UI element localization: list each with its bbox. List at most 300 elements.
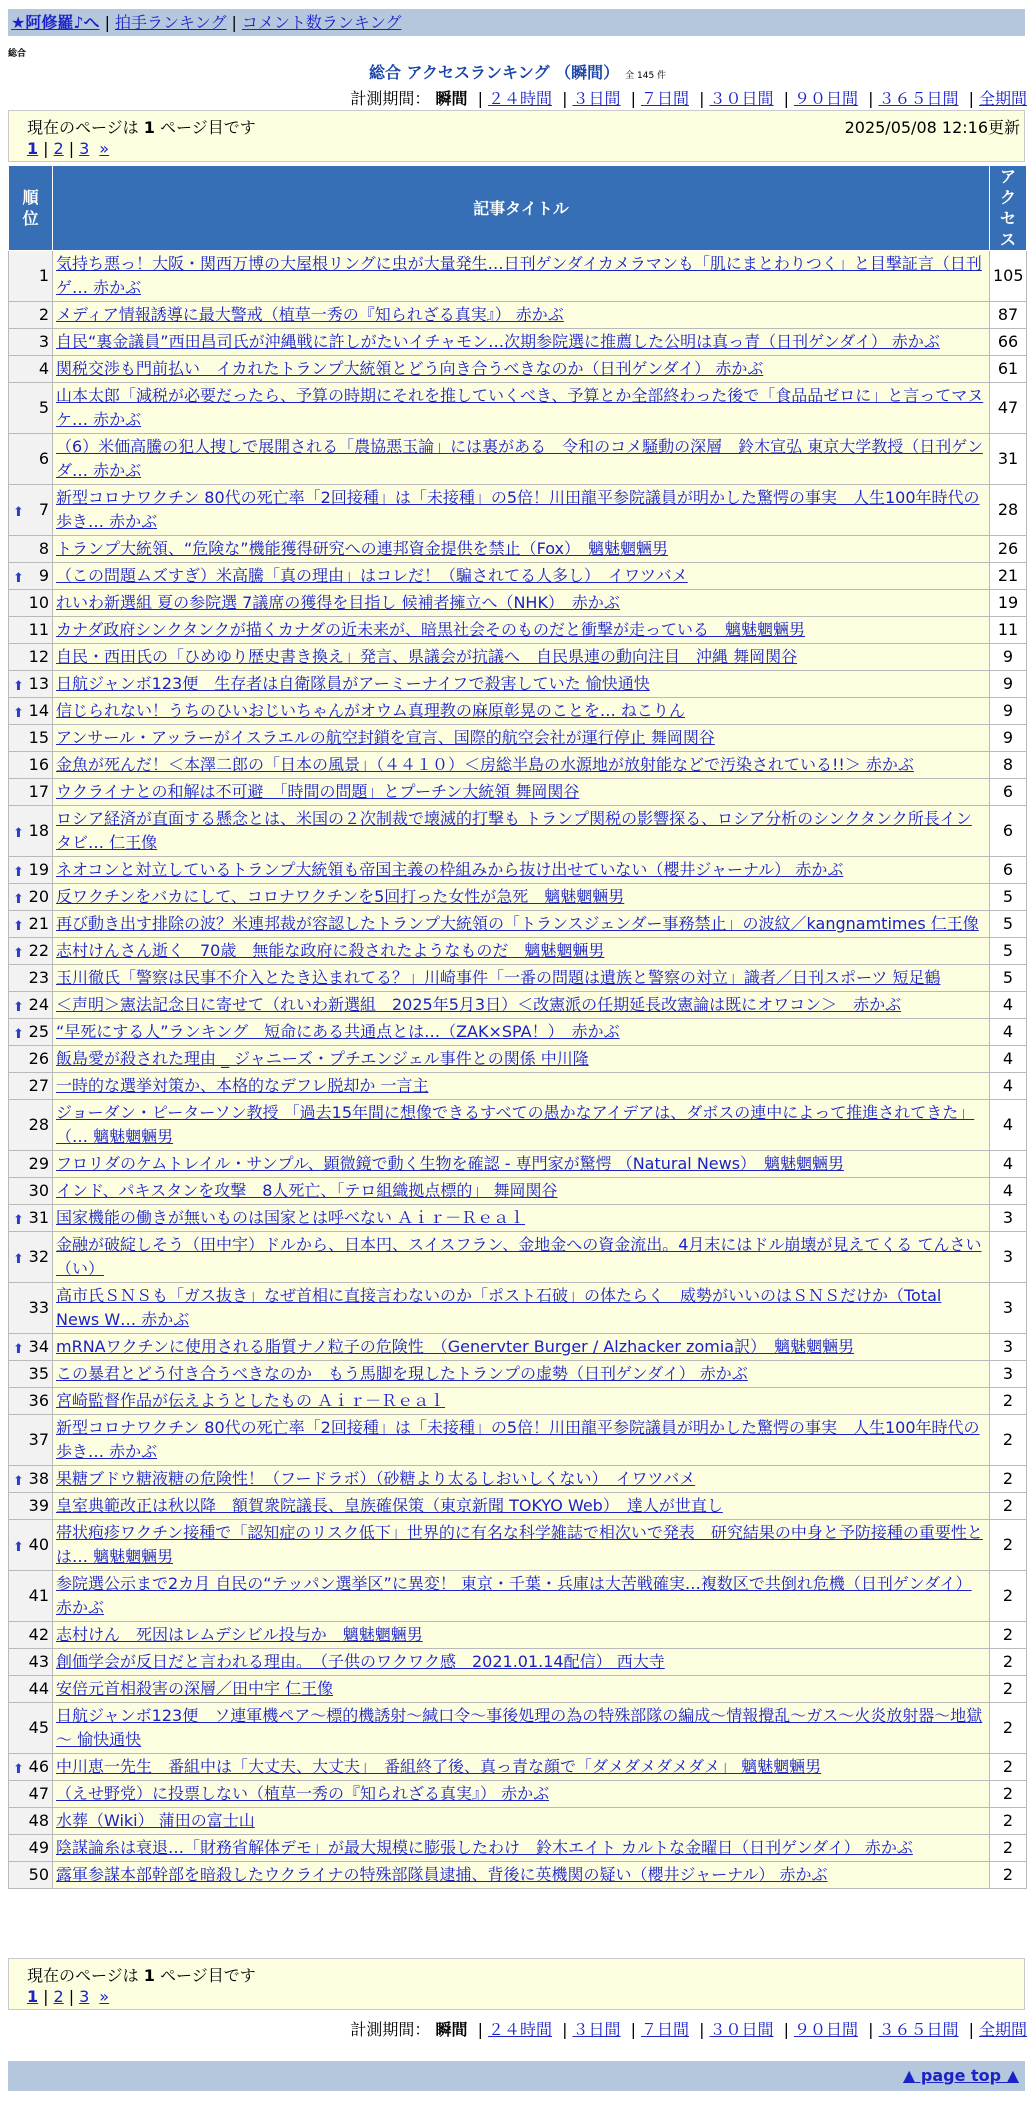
period-selector-bottom: 計測期間： 瞬間 | ２４時間 | ３日間 | ７日間 | ３０日間 | ９０日間 | ３６５日間 | 全期間 (350, 2020, 1027, 2039)
rank-cell (9, 1415, 53, 1466)
article-title-link[interactable]: 中川恵一先生 番組中は「大丈夫、大丈夫」 番組終了後、真っ青な顔で「ダメダメダメダメ」 魑魅魍魎男 (56, 1757, 822, 1776)
access-count: 2 (990, 1862, 1027, 1889)
title-cell (53, 329, 990, 356)
table-row (9, 884, 1027, 911)
rank-cell (9, 1808, 53, 1835)
access-count: 2 (990, 1415, 1027, 1466)
table-row (9, 1622, 1027, 1649)
access-count: 2 (990, 1754, 1027, 1781)
footer-bar (8, 2061, 1025, 2091)
rank-cell (9, 1622, 53, 1649)
access-count: 87 (990, 302, 1027, 329)
article-title-link[interactable]: 自民“裏金議員”西田昌司氏が沖縄戦に許しがたいイチャモン…次期参院選に推薦した公明は真っ青（日刊ゲンダイ） 赤かぶ (56, 332, 940, 351)
article-title-link[interactable]: 新型コロナワクチン 80代の死亡率「2回接種」は「未接種」の5倍！川田龍平参院議員が明かした驚愕の事実 人生100年時代の歩き… 赤かぶ (56, 1418, 980, 1461)
page-info-top (8, 110, 1025, 162)
article-title-link[interactable]: 参院選公示まで2カ月 自民の“テッパン選挙区”に異変！ 東京・千葉・兵庫は大苦戦確実…複数区で共倒れ危機（日刊ゲンダイ） 赤かぶ (56, 1574, 972, 1617)
title-cell (53, 698, 990, 725)
table-row (9, 1649, 1027, 1676)
rank-cell (9, 938, 53, 965)
article-title-link[interactable]: ＜声明＞憲法記念日に寄せて（れいわ新選組 2025年5月3日）＜改憲派の任期延長改憲論は既にオワコン＞ 赤かぶ (56, 995, 902, 1014)
rank-number: 15 (28, 728, 49, 747)
rank-number: 22 (28, 941, 49, 960)
title-cell (53, 302, 990, 329)
access-count: 4 (990, 992, 1027, 1019)
rank-cell (9, 1493, 53, 1520)
rank-up-arrow-icon: ⬆ (13, 919, 24, 934)
article-title-link[interactable]: トランプ大統領、“危険な”機能獲得研究への連邦資金提供を禁止（Fox） 魑魅魍魎男 (56, 539, 668, 558)
rank-up-arrow-icon: ⬆ (13, 826, 24, 841)
article-title-link[interactable]: ネオコンと対立しているトランプ大統領も帝国主義の枠組みから抜け出せていない（櫻井ジャーナル） 赤かぶ (56, 860, 844, 879)
access-count: 19 (990, 590, 1027, 617)
article-title-link[interactable]: 宮崎監督作品が伝えようとしたもの Ａｉｒ－Ｒｅａｌ (56, 1391, 446, 1410)
ranking-title (0, 60, 1035, 83)
title-cell (53, 911, 990, 938)
period-24h-link[interactable]: ２４時間 (487, 89, 552, 108)
rank-cell (9, 1178, 53, 1205)
col-access-header: アクセス (990, 166, 1027, 251)
page-3-link[interactable]: 3 (79, 1987, 90, 2006)
rank-cell (9, 434, 53, 485)
table-row (9, 938, 1027, 965)
rank-cell (9, 1100, 53, 1151)
title-cell (53, 1622, 990, 1649)
pagination-top: 1 | 2 | 3 » (27, 139, 110, 158)
rank-number: 14 (28, 701, 49, 720)
rank-up-arrow-icon: ⬆ (13, 1213, 24, 1228)
access-count: 6 (990, 806, 1027, 857)
table-row (9, 302, 1027, 329)
rank-number: 29 (28, 1154, 49, 1173)
article-title-link[interactable]: 国家機能の働きが無いものは国家とは呼べない Ａｉｒ－Ｒｅａｌ (56, 1208, 526, 1227)
title-cell (53, 1754, 990, 1781)
period-365d-link[interactable]: ３６５日間 (878, 2020, 959, 2039)
ranking-title-text: 総合 アクセスランキング （瞬間） (368, 63, 620, 82)
table-row (9, 1754, 1027, 1781)
rank-cell (9, 1205, 53, 1232)
rank-cell (9, 1862, 53, 1889)
article-title-link[interactable]: 再び動き出す排除の波？米連邦裁が容認したトランプ大統領の「トランスジェンダー事務禁止」の波紋／kangnamtimes 仁王像 (56, 914, 979, 933)
period-365d-link[interactable]: ３６５日間 (878, 89, 959, 108)
rank-up-arrow-icon: ⬆ (13, 1027, 24, 1042)
article-title-link[interactable]: 志村けんさん逝く 70歳 無能な政府に殺されたようなものだ 魑魅魍魎男 (56, 941, 605, 960)
table-row (9, 1073, 1027, 1100)
rank-up-arrow-icon: ⬆ (13, 706, 24, 721)
page-top-link[interactable]: ▲ page top ▲ (903, 2066, 1019, 2085)
article-title-link[interactable]: ウクライナとの和解は不可避 「時間の問題」とプーチン大統領 舞岡関谷 (56, 782, 580, 801)
rank-cell (9, 1334, 53, 1361)
rank-number: 25 (28, 1022, 49, 1041)
article-title-link[interactable]: フロリダのケムトレイル・サンプル、顕微鏡で動く生物を確認 - 専門家が驚愕 （Natural News） 魑魅魍魎男 (56, 1154, 845, 1173)
article-title-link[interactable]: 新型コロナワクチン 80代の死亡率「2回接種」は「未接種」の5倍！川田龍平参院議員が明かした驚愕の事実 人生100年時代の歩き… 赤かぶ (56, 488, 980, 531)
table-row (9, 1703, 1027, 1754)
rank-cell (9, 725, 53, 752)
rank-number: 23 (28, 968, 49, 987)
table-row (9, 1808, 1027, 1835)
table-row (9, 1466, 1027, 1493)
rank-cell (9, 1571, 53, 1622)
article-title-link[interactable]: カナダ政府シンクタンクが描くカナダの近未来が、暗黒社会そのものだと衝撃が走っている 魑魅魍魎男 (56, 620, 806, 639)
article-title-link[interactable]: 安倍元首相殺害の深層／田中宇 仁王像 (56, 1679, 334, 1698)
rank-cell (9, 1676, 53, 1703)
table-row (9, 752, 1027, 779)
rank-number: 46 (28, 1757, 49, 1776)
rank-cell (9, 1754, 53, 1781)
ranking-table (8, 165, 1027, 1889)
table-row (9, 1334, 1027, 1361)
table-row (9, 1781, 1027, 1808)
period-3d-link[interactable]: ３日間 (572, 89, 621, 108)
article-title-link[interactable]: 水葬（Wiki） 蒲田の富士山 (56, 1811, 255, 1830)
access-count: 2 (990, 1781, 1027, 1808)
title-cell (53, 992, 990, 1019)
access-count: 3 (990, 1361, 1027, 1388)
table-row (9, 1151, 1027, 1178)
access-count: 21 (990, 563, 1027, 590)
title-cell (53, 1493, 990, 1520)
access-count: 4 (990, 1019, 1027, 1046)
page-2-link[interactable]: 2 (53, 139, 64, 158)
title-cell (53, 590, 990, 617)
rank-cell (9, 752, 53, 779)
table-row (9, 644, 1027, 671)
table-row (9, 779, 1027, 806)
title-cell (53, 1388, 990, 1415)
table-row (9, 536, 1027, 563)
comment-ranking-link[interactable]: コメント数ランキング (241, 13, 402, 32)
rank-cell (9, 779, 53, 806)
article-title-link[interactable]: 自民・西田氏の「ひめゆり歴史書き換え」発言、県議会が抗議へ 自民県連の動向注目 沖縄 舞岡関谷 (56, 647, 798, 666)
rank-number: 17 (28, 782, 49, 801)
rank-cell (9, 1232, 53, 1283)
table-row (9, 992, 1027, 1019)
asyura-home-link[interactable]: ★阿修羅♪へ (11, 13, 100, 32)
access-count: 5 (990, 938, 1027, 965)
article-title-link[interactable]: 信じられない！うちのひいおじいちゃんがオウム真理教の麻原彰晃のことを… ねこりん (56, 701, 685, 720)
table-row (9, 911, 1027, 938)
title-cell (53, 1100, 990, 1151)
title-cell (53, 1073, 990, 1100)
separator: | (231, 13, 237, 32)
table-row (9, 1232, 1027, 1283)
article-title-link[interactable]: （6）米価高騰の犯人捜しで展開される「農協悪玉論」には裏がある 令和のコメ騒動の深層 鈴木宣弘 東京大学教授（日刊ゲンダ… 赤かぶ (56, 437, 983, 480)
article-title-link[interactable]: 金融が破綻しそう（田中宇）ドルから、日本円、スイスフラン、金地金への資金流出。4月末にはドル崩壊が見えてくる てんさい（い） (56, 1235, 982, 1278)
access-count: 105 (990, 251, 1027, 302)
table-row (9, 1571, 1027, 1622)
article-title-link[interactable]: “早死にする人”ランキング 短命にある共通点とは…（ZAK×SPA！） 赤かぶ (56, 1022, 620, 1041)
title-cell (53, 965, 990, 992)
rank-number: 49 (28, 1838, 49, 1857)
table-row (9, 1283, 1027, 1334)
period-30d-link[interactable]: ３０日間 (709, 2020, 774, 2039)
page-1-link[interactable]: 1 (27, 1987, 39, 2006)
article-title-link[interactable]: 山本太郎「減税が必要だったら、予算の時期にそれを推していくべき、予算とか全部終わった後で「食品品ゼロに」と言ってマヌケ… 赤かぶ (56, 386, 984, 429)
article-title-link[interactable]: 金魚が死んだ！＜本澤二郎の「日本の風景」（４４１０）＜房総半島の水源地が放射能などで汚染されている!!＞ 赤かぶ (56, 755, 914, 774)
rank-number: 20 (28, 887, 49, 906)
access-count: 2 (990, 1676, 1027, 1703)
rank-number: 11 (28, 620, 49, 639)
page-info-bottom (8, 1958, 1025, 2010)
rank-cell (9, 911, 53, 938)
table-row (9, 356, 1027, 383)
article-title-link[interactable]: 日航ジャンボ123便 ソ連軍機ペア～標的機誘射～緘口令～事後処理の為の特殊部隊の編成～情報攪乱～ガス～火炎放射器～地獄～ 愉快通快 (56, 1706, 983, 1749)
period-24h-link[interactable]: ２４時間 (487, 2020, 552, 2039)
article-title-link[interactable]: mRNAワクチンに使用される脂質ナノ粒子の危険性 （Genervter Burger / Alzhacker zomia訳） 魑魅魍魎男 (56, 1337, 855, 1356)
rank-number: 30 (28, 1181, 49, 1200)
access-count: 9 (990, 644, 1027, 671)
rank-cell (9, 1466, 53, 1493)
access-count: 3 (990, 1334, 1027, 1361)
title-cell (53, 857, 990, 884)
article-title-link[interactable]: 皇室典範改正は秋以降 額賀衆院議長、皇族確保策（東京新聞 TOKYO Web） 達人が世直し (56, 1496, 723, 1515)
article-title-link[interactable]: メディア情報誘導に最大警戒（植草一秀の『知られざる真実』） 赤かぶ (56, 305, 564, 324)
rank-cell (9, 884, 53, 911)
title-cell (53, 1232, 990, 1283)
article-title-link[interactable]: 高市氏ＳＮＳも「ガス抜き」なぜ首相に直接言わないのか「ポスト石破」の体たらく 威勢がいいのはＳＮＳだけか（Total News W… 赤かぶ (56, 1286, 942, 1329)
access-count: 31 (990, 434, 1027, 485)
table-header-row (9, 166, 1027, 251)
title-cell (53, 1862, 990, 1889)
rank-cell (9, 1703, 53, 1754)
rank-cell (9, 965, 53, 992)
table-row (9, 1415, 1027, 1466)
rank-number: 42 (28, 1625, 49, 1644)
page-1-link[interactable]: 1 (27, 139, 39, 158)
access-count: 4 (990, 1100, 1027, 1151)
table-row (9, 1100, 1027, 1151)
title-cell (53, 1649, 990, 1676)
access-count: 2 (990, 1520, 1027, 1571)
title-cell (53, 536, 990, 563)
rank-number: 47 (28, 1784, 49, 1803)
table-row (9, 485, 1027, 536)
rank-cell (9, 485, 53, 536)
title-cell (53, 806, 990, 857)
period-all-link[interactable]: 全期間 (978, 2020, 1027, 2039)
article-title-link[interactable]: 反ワクチンをバカにして、コロナワクチンを5回打った女性が急死 魑魅魍魎男 (56, 887, 625, 906)
rank-up-arrow-icon: ⬆ (13, 1762, 24, 1777)
table-row (9, 725, 1027, 752)
table-row (9, 434, 1027, 485)
title-cell (53, 1361, 990, 1388)
table-row (9, 806, 1027, 857)
rank-up-arrow-icon: ⬆ (13, 946, 24, 961)
rank-number: 36 (28, 1391, 49, 1410)
access-count: 2 (990, 1703, 1027, 1754)
title-cell (53, 1703, 990, 1754)
access-count: 9 (990, 725, 1027, 752)
ranking-table-body (9, 251, 1027, 1889)
rank-cell (9, 992, 53, 1019)
title-cell (53, 1046, 990, 1073)
rank-cell (9, 383, 53, 434)
updated-time: 2025/05/08 12:16更新 (844, 118, 1020, 137)
access-count: 26 (990, 536, 1027, 563)
rank-number: 43 (28, 1652, 49, 1671)
title-cell (53, 671, 990, 698)
rank-cell (9, 671, 53, 698)
next-page-link[interactable]: » (99, 139, 110, 158)
rank-number: 13 (28, 674, 49, 693)
rank-number: 7 (38, 500, 49, 519)
rank-cell (9, 1649, 53, 1676)
rank-cell (9, 644, 53, 671)
table-row (9, 329, 1027, 356)
access-count: 66 (990, 329, 1027, 356)
table-row (9, 251, 1027, 302)
rank-cell (9, 857, 53, 884)
period-all-link[interactable]: 全期間 (978, 89, 1027, 108)
title-cell (53, 383, 990, 434)
rank-up-arrow-icon: ⬆ (13, 865, 24, 880)
title-cell (53, 617, 990, 644)
article-title-link[interactable]: （えせ野党）に投票しない（植草一秀の『知られざる真実』） 赤かぶ (56, 1784, 550, 1803)
title-cell (53, 779, 990, 806)
table-row (9, 965, 1027, 992)
page-3-link[interactable]: 3 (79, 139, 90, 158)
rank-number: 39 (28, 1496, 49, 1515)
title-cell (53, 1178, 990, 1205)
period-90d-link[interactable]: ９０日間 (793, 89, 858, 108)
period-90d-link[interactable]: ９０日間 (793, 2020, 858, 2039)
rank-number: 48 (28, 1811, 49, 1830)
article-title-link[interactable]: 飯島愛が殺された理由 _ ジャニーズ・プチエンジェル事件との関係 中川隆 (56, 1049, 589, 1068)
next-page-link[interactable]: » (99, 1987, 110, 2006)
article-title-link[interactable]: インド、パキスタンを攻撃 8人死亡、「テロ組織拠点標的」 舞岡関谷 (56, 1181, 558, 1200)
period-30d-link[interactable]: ３０日間 (709, 89, 774, 108)
rank-number: 16 (28, 755, 49, 774)
rank-up-arrow-icon: ⬆ (13, 892, 24, 907)
period-selector-top: 計測期間： 瞬間 | ２４時間 | ３日間 | ７日間 | ３０日間 | ９０日間 | ３６５日間 | 全期間 (350, 89, 1027, 108)
table-row (9, 1361, 1027, 1388)
table-row (9, 1835, 1027, 1862)
access-count: 2 (990, 1808, 1027, 1835)
access-count: 5 (990, 911, 1027, 938)
title-cell (53, 725, 990, 752)
title-cell (53, 485, 990, 536)
period-label: 計測期間： (350, 2020, 431, 2039)
article-title-link[interactable]: れいわ新選組 夏の参院選 7議席の獲得を目指し 候補者擁立へ（NHK） 赤かぶ (56, 593, 620, 612)
rank-up-arrow-icon: ⬆ (13, 505, 24, 520)
current-page-text: 現在のページは 1 ページ目です (27, 1966, 256, 1985)
article-title-link[interactable]: 気持ち悪っ！大阪・関西万博の大屋根リングに虫が大量発生…日刊ゲンダイカメラマンも「肌にまとわりつく」と目撃証言（日刊ゲ… 赤かぶ (56, 254, 982, 297)
period-3d-link[interactable]: ３日間 (572, 2020, 621, 2039)
rank-cell (9, 698, 53, 725)
applause-ranking-link[interactable]: 拍手ランキング (114, 13, 227, 32)
article-title-link[interactable]: ジョーダン・ピーターソン教授 「過去15年間に想像できるすべての愚かなアイデアは、ダボスの連中によって推進されてきた」（… 魑魅魍魎男 (56, 1103, 975, 1146)
page-2-link[interactable]: 2 (53, 1987, 64, 2006)
title-cell (53, 938, 990, 965)
title-cell (53, 752, 990, 779)
table-row (9, 1046, 1027, 1073)
title-cell (53, 1466, 990, 1493)
article-title-link[interactable]: 関税交渉も門前払い イカれたトランプ大統領とどう向き合うべきなのか（日刊ゲンダイ） 赤かぶ (56, 359, 764, 378)
table-row (9, 617, 1027, 644)
title-cell (53, 1808, 990, 1835)
title-cell (53, 884, 990, 911)
rank-cell (9, 1151, 53, 1178)
rank-number: 5 (38, 398, 49, 417)
rank-number: 24 (28, 995, 49, 1014)
table-row (9, 1019, 1027, 1046)
rank-number: 10 (28, 593, 49, 612)
article-title-link[interactable]: 日航ジャンボ123便 生存者は自衛隊員がアーミーナイフで殺害していた 愉快通快 (56, 674, 650, 693)
category-label: 総合 (8, 49, 27, 59)
access-count: 2 (990, 1649, 1027, 1676)
access-count: 3 (990, 1232, 1027, 1283)
period-7d-link[interactable]: ７日間 (640, 89, 689, 108)
rank-up-arrow-icon: ⬆ (13, 1342, 24, 1357)
rank-number: 31 (28, 1208, 49, 1227)
total-count: 全 145 件 (625, 71, 667, 81)
title-cell (53, 1415, 990, 1466)
access-count: 9 (990, 671, 1027, 698)
access-count: 6 (990, 779, 1027, 806)
article-title-link[interactable]: （この問題ムズすぎ）米高騰「真の理由」はコレだ！（騙されてる人多し） イワツバメ (56, 566, 688, 585)
access-count: 2 (990, 1388, 1027, 1415)
rank-number: 27 (28, 1076, 49, 1095)
article-title-link[interactable]: この暴君とどう付き合うべきなのか もう馬脚を現したトランプの虚勢（日刊ゲンダイ） 赤かぶ (56, 1364, 748, 1383)
rank-cell (9, 329, 53, 356)
current-page-text: 現在のページは 1 ページ目です (27, 118, 256, 137)
rank-cell (9, 1520, 53, 1571)
article-title-link[interactable]: 果糖ブドウ糖液糖の危険性！（フードラボ）（砂糖より太るしおいしくない） イワツバメ (56, 1469, 696, 1488)
pagination-bottom: 1 | 2 | 3 » (27, 1987, 110, 2006)
rank-cell (9, 356, 53, 383)
article-title-link[interactable]: 玉川徹氏「警察は民事不介入とたき込まれてる？」川崎事件「一番の問題は遺族と警察の対立」識者／日刊スポーツ 短足鶴 (56, 968, 941, 987)
article-title-link[interactable]: 露軍参謀本部幹部を暗殺したウクライナの特殊部隊員逮捕、背後に英機関の疑い（櫻井ジャーナル） 赤かぶ (56, 1865, 828, 1884)
top-nav-bar (8, 9, 1025, 36)
article-title-link[interactable]: ロシア経済が直面する懸念とは、米国の２次制裁で壊滅的打撃も トランプ関税の影響探る、ロシア分析のシンクタンク所長インタビ… 仁王像 (56, 809, 972, 852)
title-cell (53, 644, 990, 671)
access-count: 47 (990, 383, 1027, 434)
access-count: 28 (990, 485, 1027, 536)
article-title-link[interactable]: 帯状疱疹ワクチン接種で「認知症のリスク低下」世界的に有名な科学雑誌で相次いで発表 研究結果の中身と予防接種の重要性とは… 魑魅魍魎男 (56, 1523, 983, 1566)
title-cell (53, 1571, 990, 1622)
access-count: 2 (990, 1493, 1027, 1520)
rank-number: 6 (38, 449, 49, 468)
table-row (9, 1676, 1027, 1703)
rank-number: 3 (38, 332, 49, 351)
title-cell (53, 1835, 990, 1862)
title-cell (53, 563, 990, 590)
table-row (9, 1862, 1027, 1889)
period-7d-link[interactable]: ７日間 (640, 2020, 689, 2039)
article-title-link[interactable]: 陰謀論糸は衰退…「財務省解体デモ」が最大規模に膨張したわけ 鈴木エイト カルトな金曜日（日刊ゲンダイ） 赤かぶ (56, 1838, 913, 1857)
article-title-link[interactable]: 志村けん 死因はレムデシビル投与か 魑魅魍魎男 (56, 1625, 423, 1644)
access-count: 11 (990, 617, 1027, 644)
col-title-header: 記事タイトル (53, 166, 990, 251)
period-current: 瞬間 (435, 2020, 468, 2039)
rank-cell (9, 563, 53, 590)
rank-number: 21 (28, 914, 49, 933)
article-title-link[interactable]: アンサール・アッラーがイスラエルの航空封鎖を宣言、国際的航空会社が運行停止 舞岡関谷 (56, 728, 715, 747)
title-cell (53, 1676, 990, 1703)
rank-number: 19 (28, 860, 49, 879)
rank-up-arrow-icon: ⬆ (13, 1474, 24, 1489)
table-row (9, 1520, 1027, 1571)
rank-up-arrow-icon: ⬆ (13, 1252, 24, 1267)
rank-number: 18 (28, 821, 49, 840)
article-title-link[interactable]: 一時的な選挙対策か、本格的なデフレ脱却か 一言主 (56, 1076, 429, 1095)
rank-cell (9, 1781, 53, 1808)
article-title-link[interactable]: 創価学会が反日だと言われる理由。 （子供のワクワク感 2021.01.14配信） 西大寺 (56, 1652, 665, 1671)
title-cell (53, 251, 990, 302)
access-count: 5 (990, 965, 1027, 992)
table-row (9, 857, 1027, 884)
rank-number: 35 (28, 1364, 49, 1383)
access-count: 9 (990, 698, 1027, 725)
rank-cell (9, 1046, 53, 1073)
